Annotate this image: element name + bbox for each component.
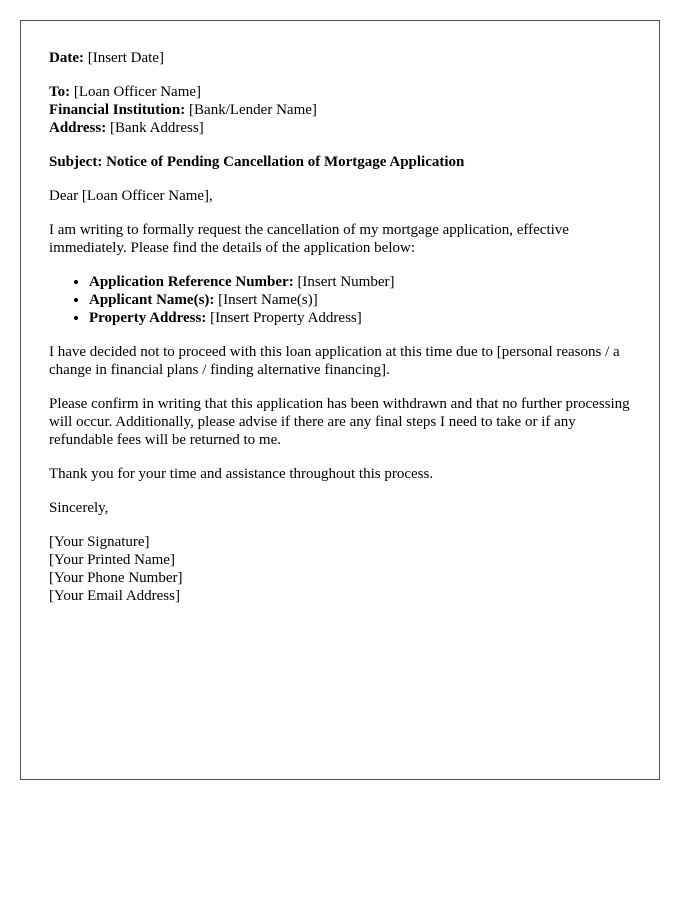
detail-label: Application Reference Number: bbox=[89, 274, 294, 290]
date-line bbox=[49, 49, 631, 67]
to-value: [Loan Officer Name] bbox=[73, 84, 202, 100]
detail-label: Applicant Name(s): bbox=[89, 292, 215, 308]
subject-line bbox=[49, 153, 631, 171]
to-label: To: bbox=[49, 84, 71, 100]
address-line bbox=[49, 119, 631, 137]
address-value: [Bank Address] bbox=[109, 120, 204, 136]
phone-line: [Your Phone Number] bbox=[49, 570, 183, 586]
date-value: [Insert Date] bbox=[87, 50, 164, 66]
intro-paragraph: I am writing to formally request the cancellation of my mortgage application, effective immediately. Please find the details of the application below: bbox=[49, 222, 569, 256]
closing: Sincerely, bbox=[49, 500, 109, 516]
to-line bbox=[49, 83, 631, 101]
detail-value: [Insert Property Address] bbox=[210, 310, 362, 326]
recipient-block bbox=[49, 83, 631, 137]
address-label: Address: bbox=[49, 120, 107, 136]
detail-value: [Insert Name(s)] bbox=[218, 292, 318, 308]
detail-value: [Insert Number] bbox=[297, 274, 395, 290]
detail-label: Property Address: bbox=[89, 310, 207, 326]
subject-text: Subject: Notice of Pending Cancellation of Mortgage Application bbox=[49, 154, 465, 170]
signature-block bbox=[49, 533, 631, 605]
institution-label: Financial Institution: bbox=[49, 102, 186, 118]
printed-name-line: [Your Printed Name] bbox=[49, 552, 175, 568]
letter-document bbox=[20, 20, 660, 780]
thanks-paragraph: Thank you for your time and assistance throughout this process. bbox=[49, 466, 434, 482]
list-item bbox=[89, 291, 631, 309]
request-paragraph: Please confirm in writing that this application has been withdrawn and that no further processing will occur. Additionally, please advise if there are any final steps I need to take or if any refundable fees will be returned to me. bbox=[49, 396, 630, 448]
email-line: [Your Email Address] bbox=[49, 588, 180, 604]
salutation: Dear [Loan Officer Name], bbox=[49, 188, 213, 204]
signature-line: [Your Signature] bbox=[49, 534, 150, 550]
reason-paragraph: I have decided not to proceed with this loan application at this time due to [personal reasons / a change in financial plans / finding alternative financing]. bbox=[49, 344, 620, 378]
institution-line bbox=[49, 101, 631, 119]
list-item bbox=[89, 273, 631, 291]
application-details-list bbox=[49, 273, 631, 327]
date-label: Date: bbox=[49, 50, 84, 66]
institution-value: [Bank/Lender Name] bbox=[189, 102, 317, 118]
list-item bbox=[89, 309, 631, 327]
